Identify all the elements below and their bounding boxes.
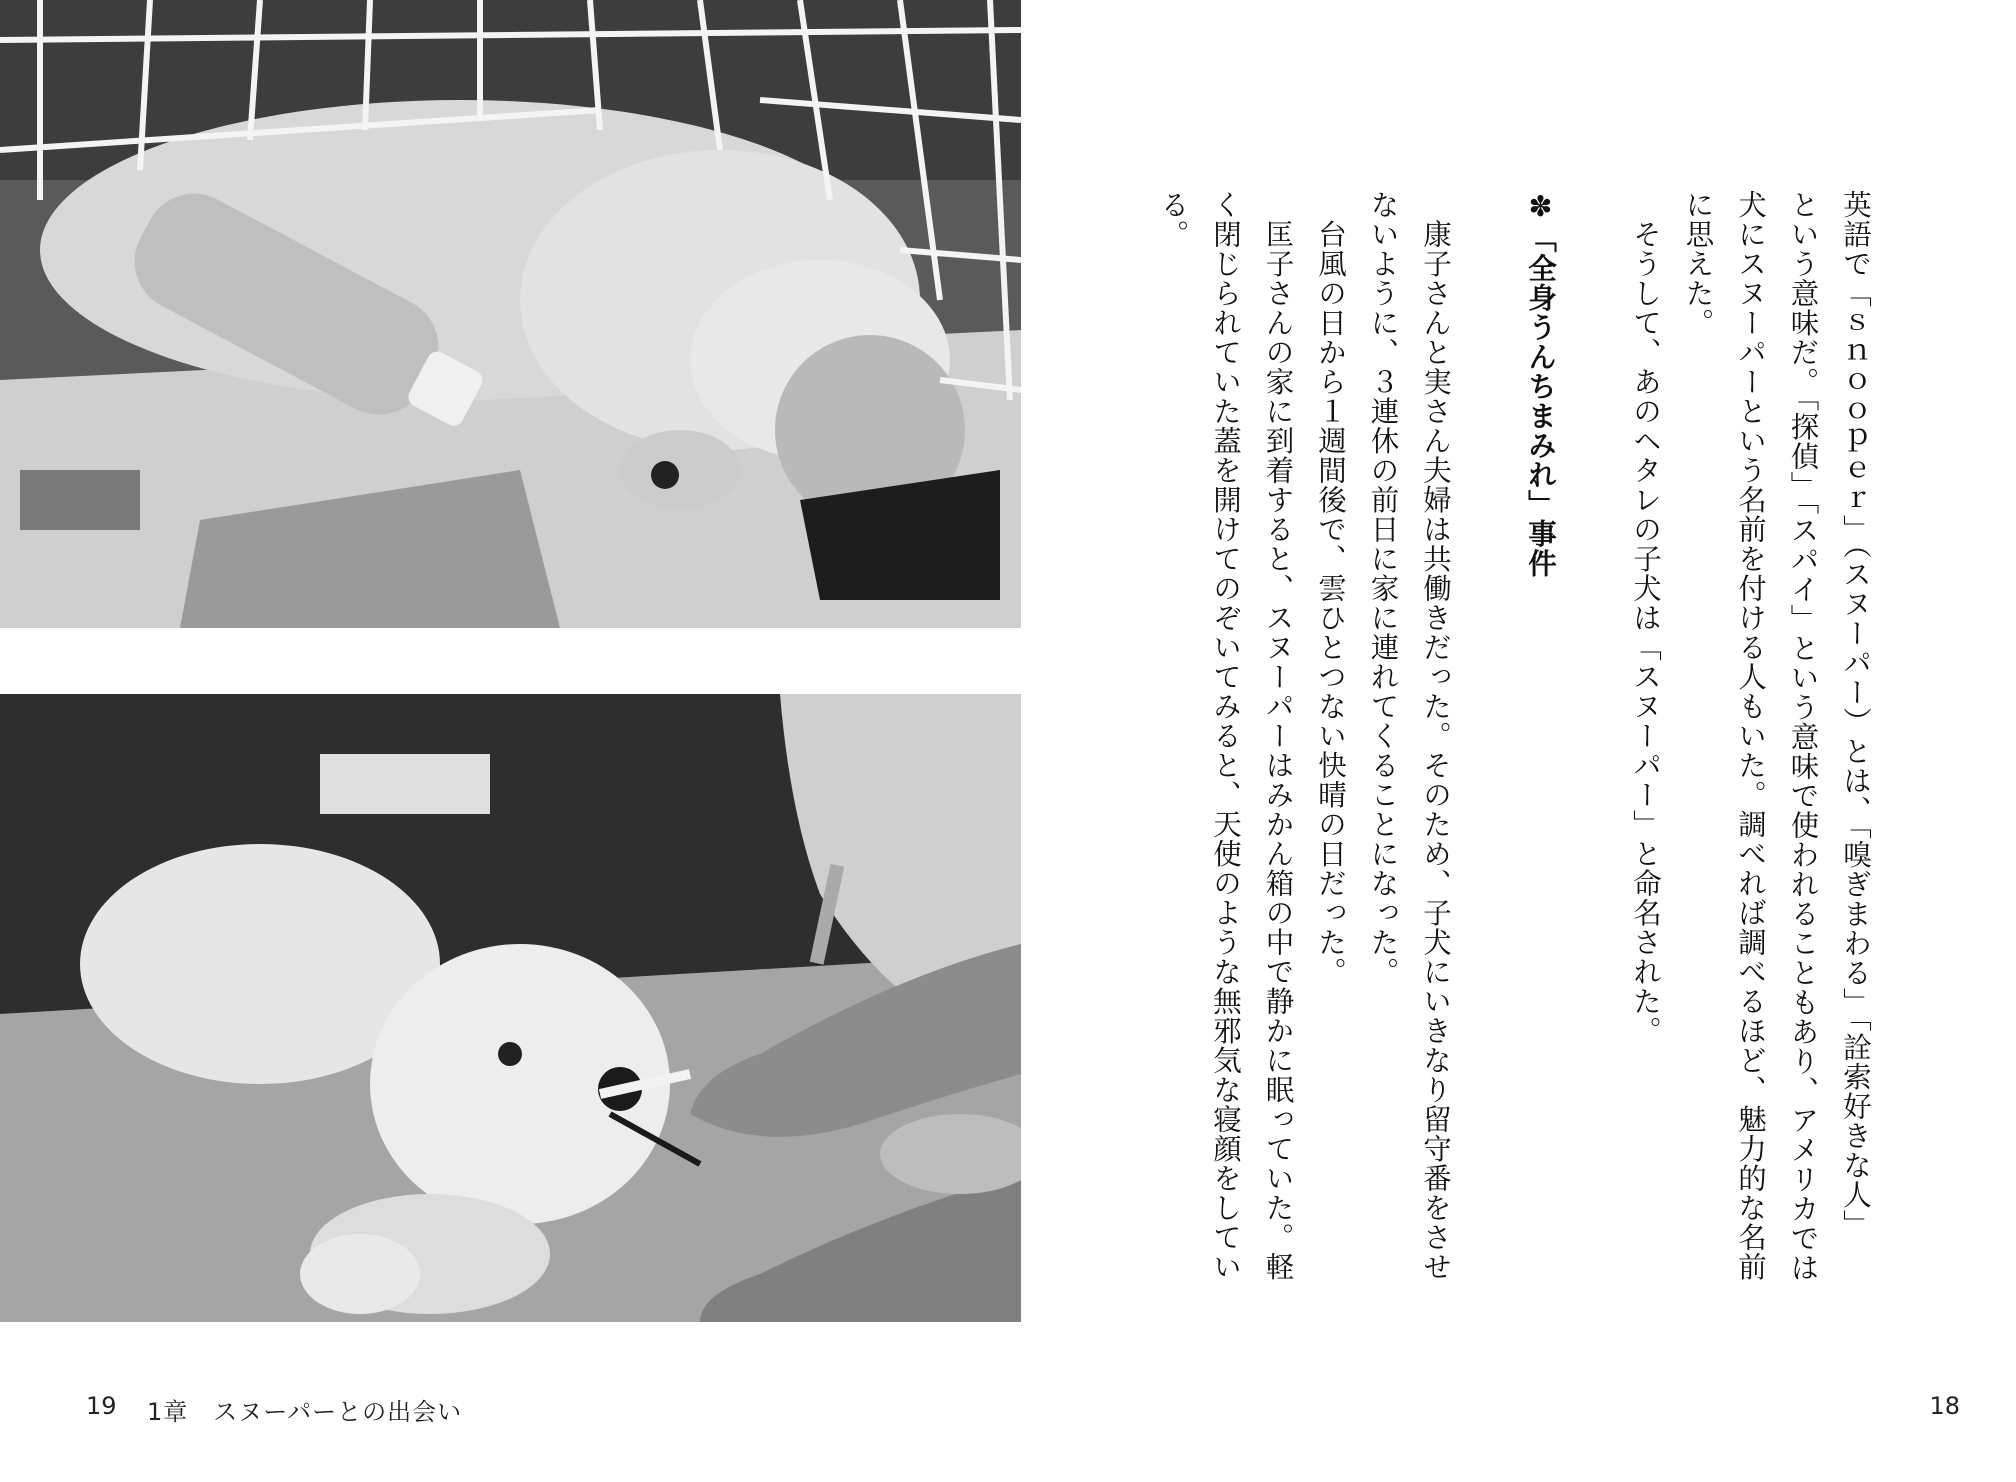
body-line: 犬にスヌーパーという名前を付ける人もいた。調べれば調べるほど、魅力的な名前 (1734, 190, 1767, 1282)
section-heading (1514, 190, 1567, 1250)
body-line: 台風の日から１週間後で、雲ひとつない快晴の日だった。 (1314, 190, 1347, 987)
body-line: という意味だ。「探偵」「スパイ」という意味で使われることもあり、アメリカでは (1786, 190, 1820, 1283)
body-line: に思えた。 (1681, 190, 1715, 338)
page-number-right: 18 (1929, 1392, 1960, 1420)
sleeping-puppy-photo-icon (0, 0, 1021, 628)
page-number-left: 19 (86, 1392, 117, 1420)
flower-mark-icon: ✽ (1524, 190, 1557, 224)
body-line: そうして、あのヘタレの子犬は「スヌーパー」と命名された。 (1629, 190, 1662, 1046)
spacer (1566, 190, 1619, 1250)
body-text (1146, 190, 1881, 1283)
running-header-chapter: 1章 スヌーパーとの出会い (147, 1398, 463, 1426)
body-line: く閉じられていた蓋を開けてのぞいてみると、天使のような無邪気な寝顔をしてい (1209, 190, 1242, 1282)
body-line: ないように、３連休の前日に家に連れてくることになった。 (1366, 190, 1400, 987)
body-line: る。 (1156, 190, 1190, 249)
body-line: 英語で「ｓｎｏｏｐｅｒ」（スヌーパー）とは、「嗅ぎまわる」「詮索好きな人」 (1839, 190, 1872, 1239)
body-line: 匡子さんの家に到着すると、スヌーパーはみかん箱の中で静かに眠っていた。軽 (1261, 190, 1295, 1282)
spacer (1461, 190, 1514, 1250)
photo-sleeping-puppy (0, 0, 1021, 628)
puppy-toothbrushing-photo-icon (0, 694, 1021, 1322)
section-heading-text: 「全身うんちまみれ」事件 (1524, 224, 1557, 578)
body-line: 康子さんと実さん夫婦は共働きだった。そのため、子犬にいきなり留守番をさせ (1419, 190, 1452, 1282)
photo-puppy-toothbrushing (0, 694, 1021, 1322)
